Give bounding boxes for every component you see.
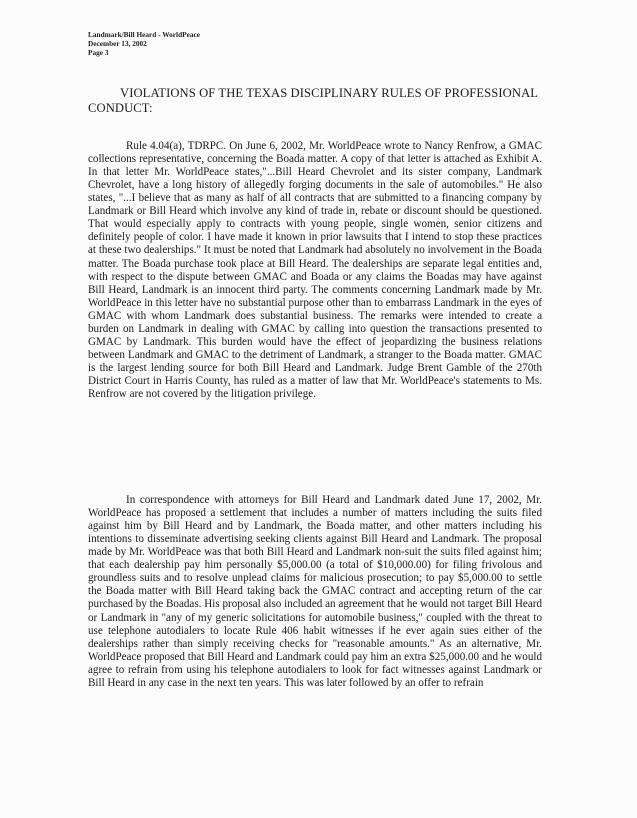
- header-date-line: December 13, 2002: [88, 39, 147, 48]
- section-heading-line-2: CONDUCT:: [88, 100, 153, 115]
- header-matter-line: Landmark/Bill Heard - WorldPeace: [88, 30, 200, 39]
- page-header: [88, 30, 200, 57]
- body-paragraph-1: Rule 4.04(a), TDRPC. On June 6, 2002, Mr. WorldPeace wrote to Nancy Renfrow, a GMAC collections representative, concerning the Boada matter. A copy of that letter is attached as Exhibit A. In that letter Mr. WorldPeace states,"...Bill Heard Chevrolet and its sister company, Landmark Chevrolet, have a long history of allegedly forging documents in the sale of automobiles." He also states, "...I believe that as many as half of all contracts that are submitted to a financing company by Landmark or Bill Heard which involve any kind of trade in, rebate or discount should be questioned. That would especially apply to contracts with young people, single women, senior citizens and definitely people of color. I have made it known in prior lawsuits that I intend to stop these practices at these two dealerships." It must be noted that Landmark had absolutely no involvement in the Boada matter. The Boada purchase took place at Bill Heard. The dealerships are separate legal entities and, with respect to the dispute between GMAC and Boada or any claims the Boadas may have against Bill Heard, Landmark is an innocent third party. The comments concerning Landmark made by Mr. WorldPeace in this letter have no substantial purpose other than to embarrass Landmark in the eyes of GMAC with whom Landmark does substantial business. The remarks were intended to create a burden on Landmark in dealing with GMAC by calling into question the transactions presented to GMAC by Landmark. This burden would have the effect of jeopardizing the business relations between Landmark and GMAC to the detriment of Landmark, a stranger to the Boada matter. GMAC is the largest lending source for both Bill Heard and Landmark. Judge Brent Gamble of the 270th District Court in Harris County, has ruled as a matter of law that Mr. WorldPeace's statements to Ms. Renfrow are not covered by the litigation privilege.: [88, 140, 542, 400]
- section-heading-line-1: VIOLATIONS OF THE TEXAS DISCIPLINARY RULES OF PROFESSIONAL: [120, 86, 539, 100]
- body-paragraph-2: In correspondence with attorneys for Bill Heard and Landmark dated June 17, 2002, Mr. WorldPeace has proposed a settlement that includes a number of matters including the suits filed against him by Bill Heard and by Landmark, the Boada matter, and other matters including his intentions to disseminate advertising seeking clients against Bill Heard and Landmark. The proposal made by Mr. WorldPeace was that both Bill Heard and Landmark non-suit the suits filed against him; that each dealership pay him personally $5,000.00 (a total of $10,000.00) for filing frivolous and groundless suits and to resolve unplead claims for malicious prosecution; to pay $5,000.00 to settle the Boada matter with Bill Heard taking back the GMAC contract and accepting return of the car purchased by the Boadas. His proposal also included an agreement that he would not target Bill Heard or Landmark in "any of my generic solicitations for automobile business," coupled with the threat to use telephone autodialers to locate Rule 406 habit witnesses if he ever again sues either of the dealerships rather than simply receiving checks for "reasonable amounts." As an alternative, Mr. WorldPeace proposed that Bill Heard and Landmark could pay him an extra $25,000.00 and he would agree to refrain from using his telephone autodialers to look for fact witnesses against Landmark or Bill Heard in any case in the next ten years. This was later followed by an offer to refrain: [88, 494, 542, 689]
- section-heading: [88, 86, 548, 115]
- header-page-line: Page 3: [88, 48, 109, 57]
